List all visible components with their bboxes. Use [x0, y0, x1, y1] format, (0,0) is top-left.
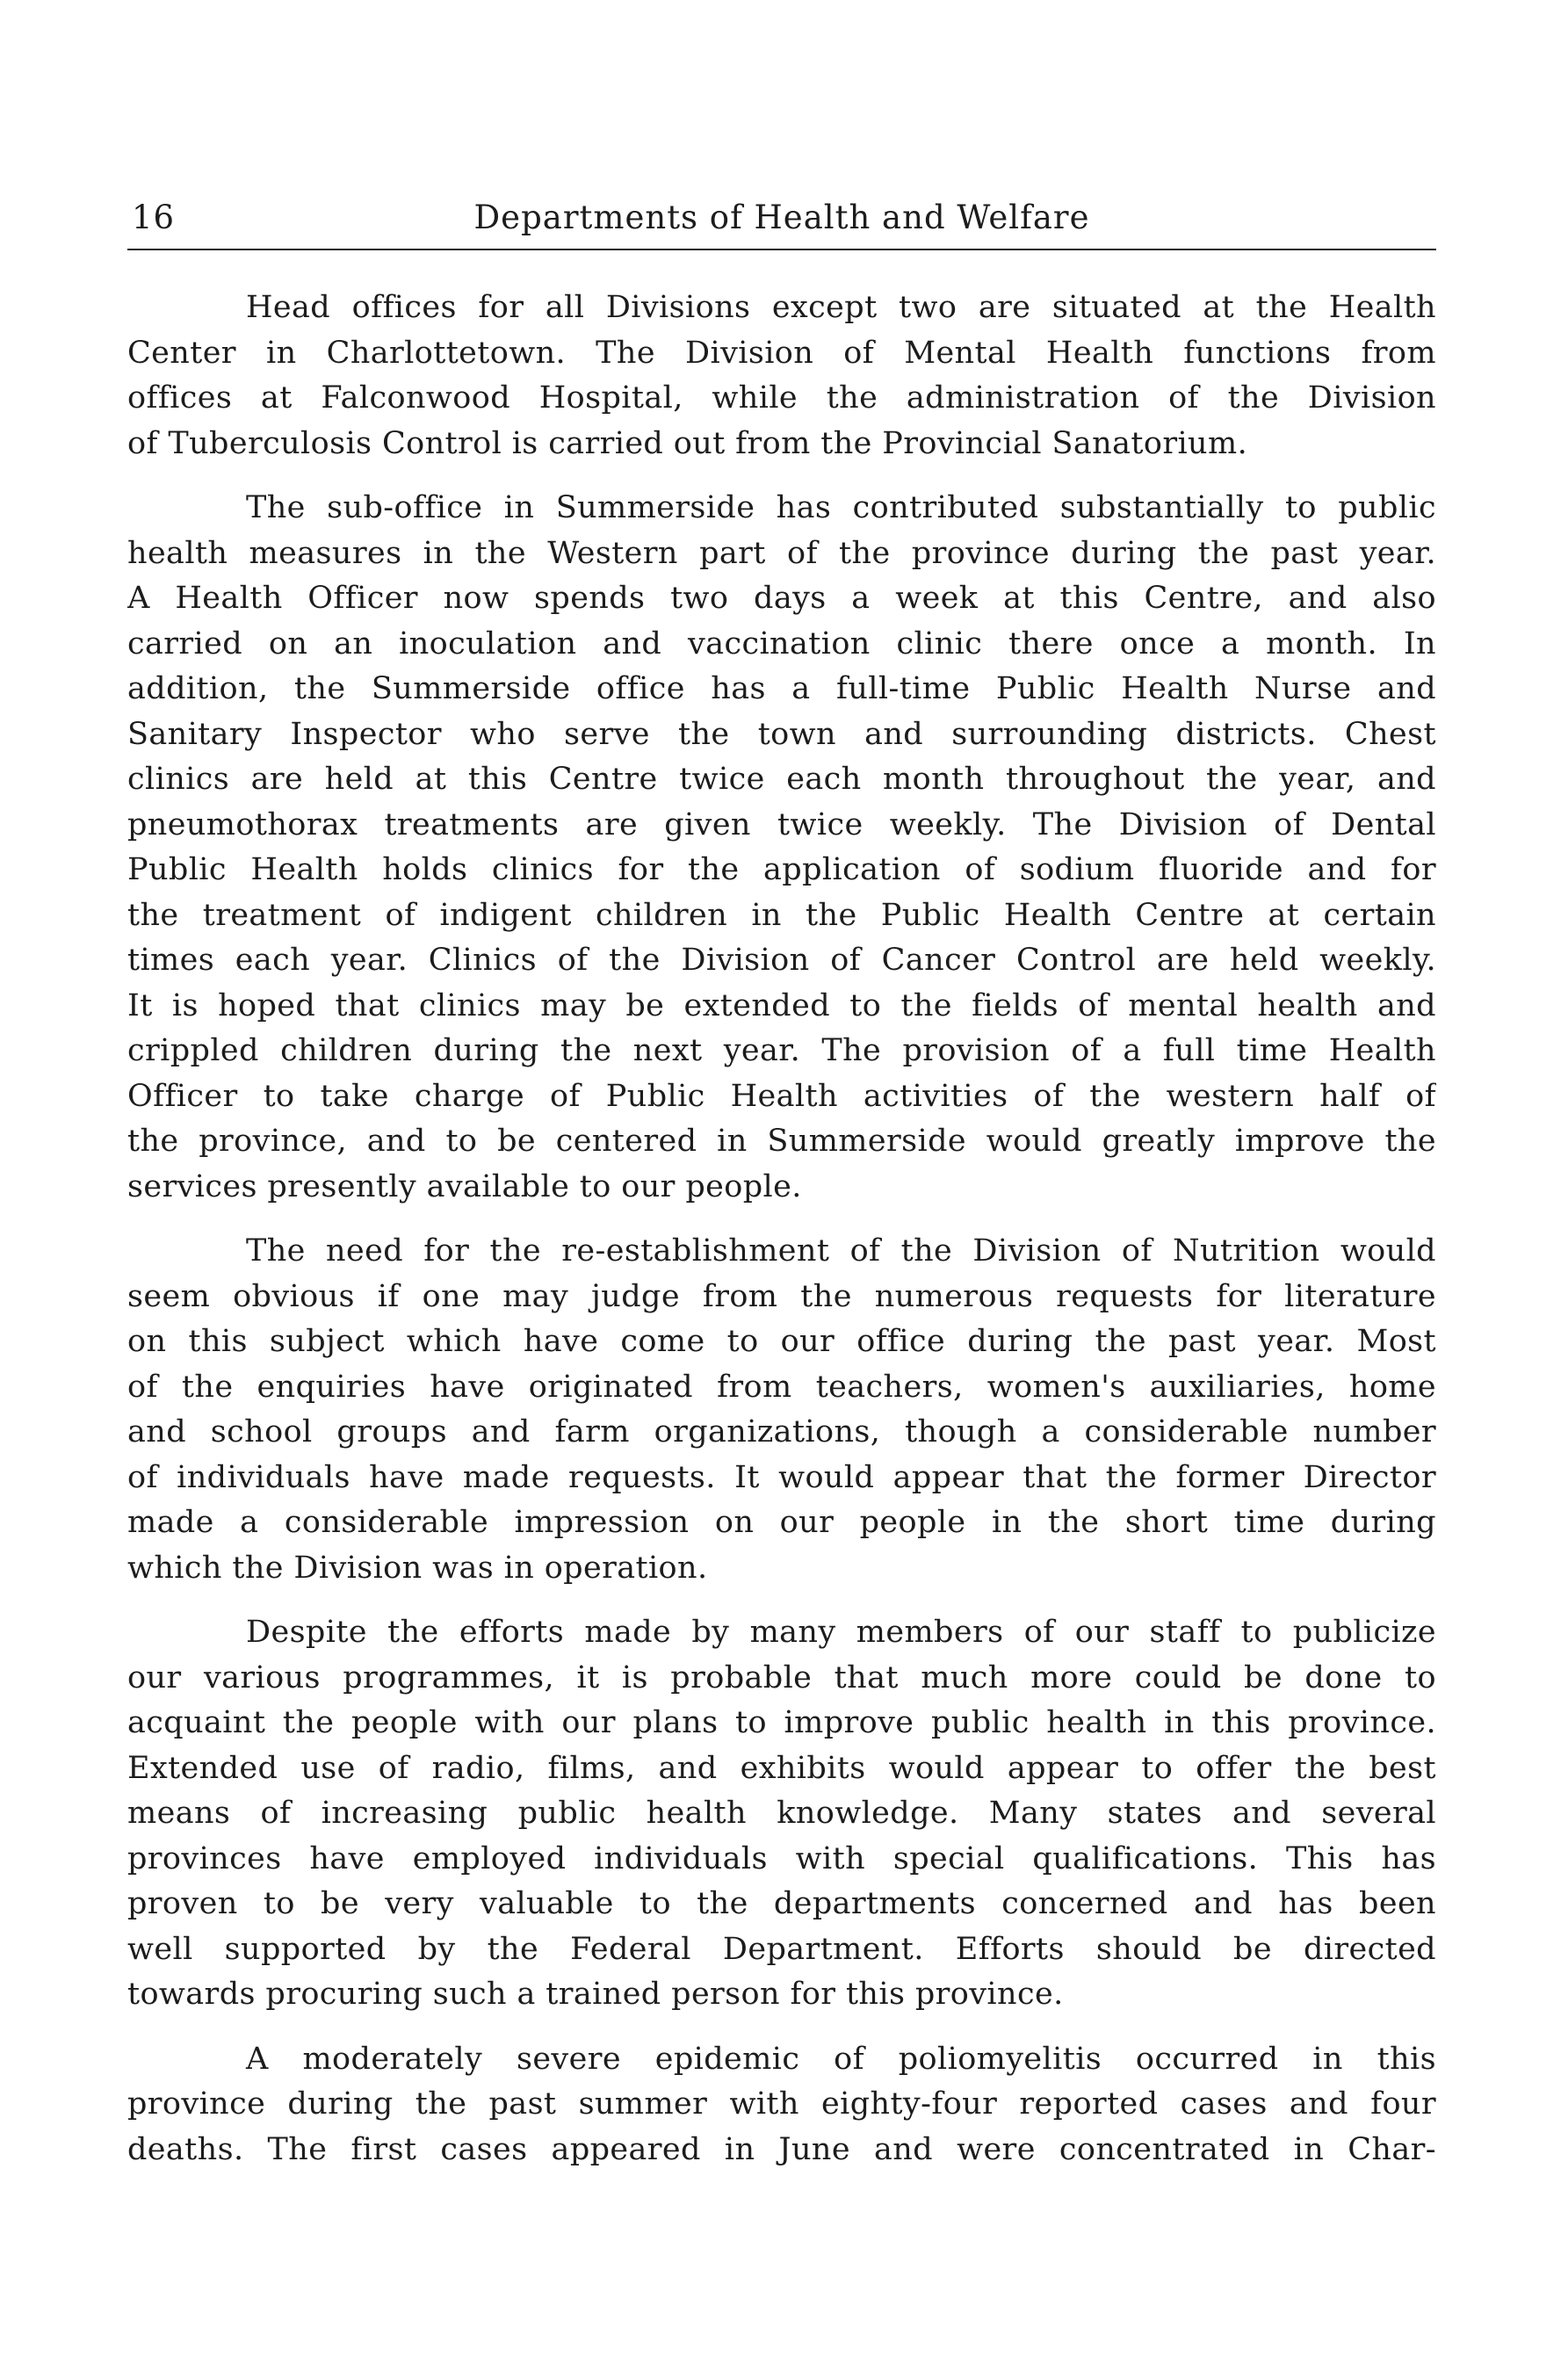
- text-line: province during the past summer with eighty-four reported cases and four: [127, 2086, 1436, 2122]
- page-number: 16: [132, 199, 176, 236]
- text-line: seem obvious if one may judge from the numerous requests for literature: [127, 1278, 1436, 1314]
- running-head: [127, 192, 1436, 244]
- body-text: [127, 286, 1436, 2192]
- text-line: times each year. Clinics of the Division of Cancer Control are held weekly.: [127, 943, 1436, 978]
- text-line: deaths. The first cases appeared in June and were concentrated in Char-: [127, 2131, 1436, 2167]
- text-line: of Tuberculosis Control is carried out from the Provincial Sanatorium.: [127, 425, 1248, 461]
- text-line: Officer to take charge of Public Health activities of the western half of: [127, 1078, 1436, 1114]
- text-line: It is hoped that clinics may be extended to the fields of mental health and: [127, 987, 1436, 1023]
- text-line: Public Health holds clinics for the application of sodium fluoride and for: [127, 852, 1436, 887]
- text-line: of individuals have made requests. It would appear that the former Director: [127, 1459, 1436, 1495]
- text-line: provinces have employed individuals with special qualifications. This has: [127, 1840, 1436, 1876]
- text-line: The need for the re-establishment of the Division of Nutrition would: [246, 1233, 1436, 1269]
- text-line: means of increasing public health knowledge. Many states and several: [127, 1796, 1436, 1831]
- paragraph-poliomyelitis: [127, 2037, 1436, 2173]
- paragraph-summerside: [127, 486, 1436, 1210]
- text-line: on this subject which have come to our office during the past year. Most: [127, 1324, 1436, 1359]
- text-line: health measures in the Western part of the province during the past year.: [127, 535, 1436, 571]
- text-line: Head offices for all Divisions except two are situated at the Health: [246, 290, 1436, 325]
- text-line: carried on an inoculation and vaccination clinic there once a month. In: [127, 625, 1436, 661]
- text-line: proven to be very valuable to the departments concerned and has been: [127, 1886, 1436, 1921]
- text-line: Extended use of radio, films, and exhibits would appear to offer the best: [127, 1750, 1436, 1786]
- text-line: Despite the efforts made by many members of our staff to publicize: [246, 1615, 1436, 1650]
- text-line: crippled children during the next year. The provision of a full time Health: [127, 1033, 1436, 1068]
- header-rule: [127, 249, 1436, 250]
- text-line: A moderately severe epidemic of poliomyelitis occurred in this: [246, 2041, 1436, 2077]
- paragraph-nutrition: [127, 1229, 1436, 1591]
- text-line: Center in Charlottetown. The Division of Mental Health functions from: [127, 335, 1436, 371]
- text-line: clinics are held at this Centre twice each month throughout the year, and: [127, 762, 1436, 797]
- running-title: Departments of Health and Welfare: [473, 199, 1090, 236]
- text-line: our various programmes, it is probable that much more could be done to: [127, 1659, 1436, 1695]
- text-line: and school groups and farm organizations, though a considerable number: [127, 1414, 1436, 1449]
- text-line: services presently available to our people.: [127, 1168, 802, 1204]
- text-line: offices at Falconwood Hospital, while the administration of the Division: [127, 380, 1436, 416]
- text-line: the treatment of indigent children in the Public Health Centre at certain: [127, 897, 1436, 933]
- text-line: towards procuring such a trained person for this province.: [127, 1977, 1064, 2012]
- text-line: The sub-office in Summerside has contributed substantially to public: [246, 490, 1436, 525]
- text-line: made a considerable impression on our people in the short time during: [127, 1505, 1436, 1540]
- paragraph-head-offices: [127, 286, 1436, 466]
- text-line: A Health Officer now spends two days a week at this Centre, and also: [127, 581, 1436, 616]
- text-line: well supported by the Federal Department. Efforts should be directed: [127, 1931, 1436, 1967]
- text-line: acquaint the people with our plans to improve public health in this province.: [127, 1705, 1436, 1740]
- text-line: addition, the Summerside office has a full-time Public Health Nurse and: [127, 671, 1436, 706]
- text-line: the province, and to be centered in Summerside would greatly improve the: [127, 1124, 1436, 1159]
- text-line: pneumothorax treatments are given twice weekly. The Division of Dental: [127, 806, 1436, 842]
- text-line: Sanitary Inspector who serve the town and surrounding districts. Chest: [127, 716, 1436, 752]
- text-line: which the Division was in operation.: [127, 1550, 708, 1586]
- paragraph-publicity: [127, 1610, 1436, 2018]
- text-line: of the enquiries have originated from teachers, women's auxiliaries, home: [127, 1369, 1436, 1405]
